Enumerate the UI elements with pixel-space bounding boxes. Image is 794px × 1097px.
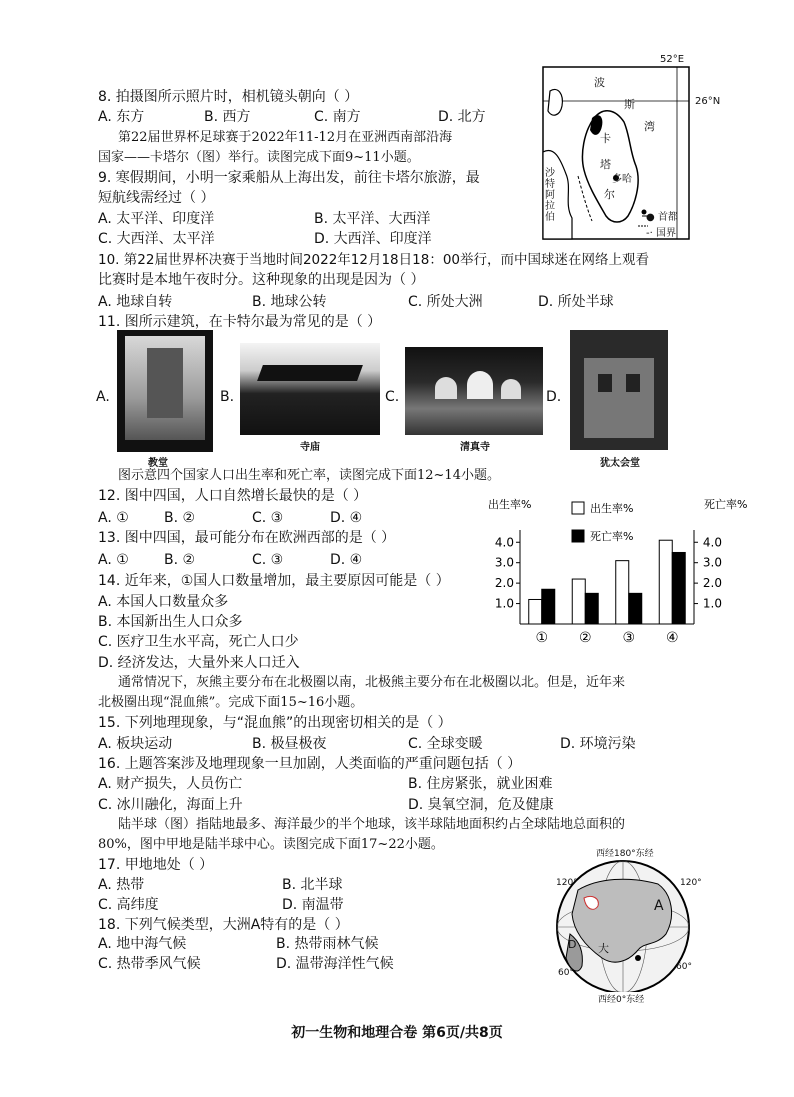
tick-label-right: 3.0 — [702, 555, 722, 570]
q8-stem: 8. 拍摄图所示照片时，相机镜头朝向（ ） — [98, 89, 359, 105]
q18-option-b: B. 热带雨林气候 — [276, 936, 379, 952]
globe-label-d: D — [568, 938, 577, 951]
q17-stem: 17. 甲地地处（ ） — [98, 857, 214, 873]
map-sea-char-1: 波 — [594, 76, 605, 89]
intro-9-11-line2: 国家——卡塔尔（图）举行。读图完成下面9~11小题。 — [98, 150, 420, 165]
map-lon-label: 52°E — [660, 54, 685, 65]
tick-label-left: 2.0 — [494, 576, 514, 591]
q16-option-a: A. 财产损失，人员伤亡 — [98, 776, 243, 792]
q12-option-d: D. ④ — [330, 510, 363, 526]
tick-label-right: 1.0 — [702, 596, 722, 611]
birth-rate-bar — [659, 540, 672, 624]
q15-option-d: D. 环境污染 — [560, 736, 636, 752]
q18-option-a: A. 地中海气候 — [98, 936, 187, 952]
death-rate-bar — [585, 593, 598, 624]
q16-option-b: B. 住房紧张，就业困难 — [408, 776, 553, 792]
q13-stem: 13. 图中四国，最可能分布在欧洲西部的是（ ） — [98, 530, 396, 546]
tick-label-right: 2.0 — [702, 576, 722, 591]
intro-17-22-line2: 80%，图中甲地是陆半球中心。读图完成下面17~22小题。 — [98, 837, 444, 852]
q18-stem: 18. 下列气候类型，大洲A特有的是（ ） — [98, 917, 349, 933]
globe-bottom-label: 西经0°东经 — [598, 992, 644, 1005]
q9-stem-line2: 短航线需经过（ ） — [98, 190, 215, 206]
map-lat-label: 26°N — [695, 96, 721, 107]
q17-option-c: C. 高纬度 — [98, 897, 159, 913]
globe-left-60: 60° — [558, 968, 574, 978]
tick-label-left: 3.0 — [494, 555, 514, 570]
q8-option-a: A. 东方 — [98, 109, 145, 125]
category-label: ④ — [665, 630, 679, 646]
globe-label-a: A — [654, 898, 664, 914]
q10-option-d: D. 所处半球 — [538, 294, 614, 310]
caption-synagogue: 犹太会堂 — [600, 458, 640, 469]
map-sea-char-3: 湾 — [644, 120, 655, 133]
q17-option-d: D. 南温带 — [282, 897, 344, 913]
q17-option-b: B. 北半球 — [282, 877, 343, 893]
category-label: ③ — [622, 630, 636, 646]
q13-option-c: C. ③ — [252, 552, 284, 568]
q17-option-a: A. 热带 — [98, 877, 145, 893]
q10-option-b: B. 地球公转 — [252, 294, 327, 310]
map-legend-capital: ● 首都 — [646, 212, 678, 223]
legend-birth-label: 出生率% — [590, 502, 634, 515]
intro-15-16-line2: 北极圈出现“混血熊”。完成下面15~16小题。 — [98, 695, 364, 710]
tick-label-left: 1.0 — [494, 596, 514, 611]
map-country-char-1: 卡 — [600, 132, 611, 145]
q8-option-c: C. 南方 — [314, 109, 361, 125]
legend-birth-swatch — [572, 502, 584, 514]
q14-option-d: D. 经济发达，大量外来人口迁入 — [98, 655, 300, 671]
q10-option-a: A. 地球自转 — [98, 294, 173, 310]
intro-15-16-line1: 通常情况下，灰熊主要分布在北极圈以南，北极熊主要分布在北极圈以北。但是，近年来 — [118, 675, 626, 690]
synagogue-photo — [570, 330, 668, 450]
q10-option-c: C. 所处大洲 — [408, 294, 483, 310]
q9-stem-line1: 9. 寒假期间，小明一家乘船从上海出发，前往卡塔尔旅游，最 — [98, 170, 480, 186]
q11-option-b: B. — [220, 389, 235, 405]
q13-option-b: B. ② — [164, 552, 196, 568]
q18-option-d: D. 温带海洋性气候 — [276, 956, 394, 972]
q12-option-c: C. ③ — [252, 510, 284, 526]
q8-option-b: B. 西方 — [204, 109, 251, 125]
map-neighbor-label: 沙特阿拉伯 — [545, 168, 555, 223]
q11-option-d: D. — [546, 389, 562, 405]
q8-option-d: D. 北方 — [438, 109, 486, 125]
chart-ylabel-right: 死亡率% — [704, 498, 748, 511]
q14-option-a: A. 本国人口数量众多 — [98, 594, 229, 610]
globe-left-120: 120° — [556, 878, 578, 888]
map-city-label: 多哈 — [612, 174, 632, 185]
temple-photo — [240, 343, 380, 435]
q11-option-a: A. — [96, 389, 110, 405]
intro-17-22-line1: 陆半球（图）指陆地最多、海洋最少的半个地球，该半球陆地面积约占全球陆地总面积的 — [118, 817, 626, 832]
q12-option-b: B. ② — [164, 510, 196, 526]
tick-label-right: 4.0 — [702, 535, 722, 550]
chart-ylabel-left: 出生率% — [488, 498, 532, 511]
globe-label-da: 大 — [598, 942, 609, 955]
map-legend-border: -· 国界 — [646, 228, 676, 239]
caption-temple: 寺庙 — [300, 442, 320, 453]
map-country-char-2: 塔 — [600, 158, 611, 171]
q11-stem: 11. 图所示建筑，在卡特尔最为常见的是（ ） — [98, 314, 382, 330]
caption-church: 教堂 — [148, 458, 168, 469]
q16-option-c: C. 冰川融化，海面上升 — [98, 797, 243, 813]
q13-option-a: A. ① — [98, 552, 129, 568]
q14-option-b: B. 本国新出生人口众多 — [98, 614, 243, 630]
q16-option-d: D. 臭氧空洞，危及健康 — [408, 797, 554, 813]
caption-mosque: 清真寺 — [460, 442, 490, 453]
q9-option-b: B. 太平洋、大西洋 — [314, 211, 431, 227]
globe-top-label: 西经180°东经 — [596, 846, 654, 859]
death-rate-bar — [542, 589, 555, 624]
q9-option-d: D. 大西洋、印度洋 — [314, 231, 432, 247]
q16-stem: 16. 上题答案涉及地理现象一旦加剧，人类面临的严重问题包括（ ） — [98, 756, 522, 772]
q9-option-a: A. 太平洋、印度洋 — [98, 211, 215, 227]
q14-stem: 14. 近年来，①国人口数量增加，最主要原因可能是（ ） — [98, 573, 450, 589]
legend-death-swatch — [572, 530, 584, 542]
birth-death-rate-chart — [484, 490, 760, 650]
q12-option-a: A. ① — [98, 510, 129, 526]
q12-stem: 12. 图中四国，人口自然增长最快的是（ ） — [98, 488, 368, 504]
mosque-photo — [405, 347, 543, 435]
globe-right-120: 120° — [680, 878, 702, 888]
q15-stem: 15. 下列地理现象，与“混血熊”的出现密切相关的是（ ） — [98, 715, 452, 731]
q18-option-c: C. 热带季风气候 — [98, 956, 201, 972]
q15-option-b: B. 极昼极夜 — [252, 736, 327, 752]
category-label: ① — [535, 630, 549, 646]
globe-right-60: 60° — [676, 962, 692, 972]
map-sea-char-2: 斯 — [624, 98, 635, 111]
q11-option-c: C. — [385, 389, 400, 405]
birth-rate-bar — [572, 579, 585, 624]
q10-stem-line1: 10. 第22届世界杯决赛于当地时间2022年12月18日18：00举行，而中国球迷在网络上观看 — [98, 252, 650, 268]
q15-option-c: C. 全球变暖 — [408, 736, 483, 752]
tick-label-left: 4.0 — [494, 535, 514, 550]
birth-rate-bar — [529, 599, 542, 624]
q15-option-a: A. 板块运动 — [98, 736, 173, 752]
page-footer: 初一生物和地理合卷 第6页/共8页 — [291, 1025, 503, 1041]
q10-stem-line2: 比赛时是本地午夜时分。这种现象的出现是因为（ ） — [98, 272, 425, 288]
church-photo — [117, 330, 213, 452]
legend-death-label: 死亡率% — [590, 530, 634, 543]
death-rate-bar — [629, 593, 642, 624]
birth-rate-bar — [616, 561, 629, 624]
map-country-char-3: 尔 — [604, 188, 615, 201]
q13-option-d: D. ④ — [330, 552, 363, 568]
death-rate-bar — [672, 552, 685, 624]
intro-12-14: 图示意四个国家人口出生率和死亡率，读图完成下面12~14小题。 — [118, 468, 500, 483]
intro-9-11-line1: 第22届世界杯足球赛于2022年11-12月在亚洲西南部沿海 — [118, 130, 453, 145]
q9-option-c: C. 大西洋、太平洋 — [98, 231, 215, 247]
category-label: ② — [578, 630, 592, 646]
q14-option-c: C. 医疗卫生水平高，死亡人口少 — [98, 634, 299, 650]
